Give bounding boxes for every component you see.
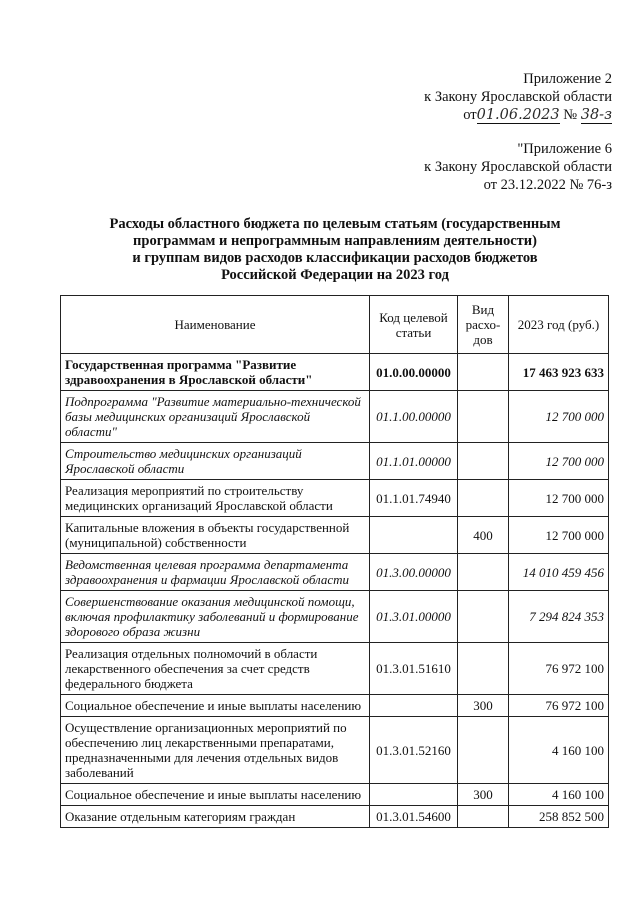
row-sum: 17 463 923 633	[509, 354, 609, 391]
table-row	[61, 517, 609, 554]
table-row	[61, 554, 609, 591]
row-sum: 12 700 000	[509, 480, 609, 517]
law-date-line	[424, 106, 612, 124]
row-code	[370, 784, 458, 806]
row-name: Реализация мероприятий по строительству медицинских организаций Ярославской области	[61, 480, 370, 517]
table-row	[61, 443, 609, 480]
law6-date: от 23.12.2022 № 76-з	[483, 177, 612, 193]
row-type: 300	[458, 695, 509, 717]
number-label: №	[563, 107, 578, 123]
row-code: 01.3.01.51610	[370, 643, 458, 695]
header-type: Вид расхо-дов	[458, 296, 509, 354]
title-line-4: Российской Федерации на 2023 год	[221, 267, 449, 283]
row-sum: 7 294 824 353	[509, 591, 609, 643]
table-body	[61, 354, 609, 828]
row-name: Капитальные вложения в объекты государственной (муниципальной) собственности	[61, 517, 370, 554]
from-label: от	[463, 107, 477, 123]
row-code: 01.1.01.74940	[370, 480, 458, 517]
row-sum: 76 972 100	[509, 643, 609, 695]
title-line-1: Расходы областного бюджета по целевым статьям (государственным	[109, 216, 561, 232]
header-sum: 2023 год (руб.)	[509, 296, 609, 354]
budget-table	[60, 295, 609, 828]
row-type	[458, 806, 509, 828]
row-code: 01.3.00.00000	[370, 554, 458, 591]
row-name: Подпрограмма "Развитие материально-технической базы медицинских организаций Ярославской области"	[61, 391, 370, 443]
row-code: 01.3.01.54600	[370, 806, 458, 828]
appendix-number: Приложение 2	[523, 71, 612, 87]
handwritten-date: 01.06.2023	[476, 107, 560, 123]
row-name: Ведомственная целевая программа департамента здравоохранения и фармации Ярославской области	[61, 554, 370, 591]
row-type	[458, 717, 509, 784]
row-type: 300	[458, 784, 509, 806]
row-name: Реализация отдельных полномочий в области лекарственного обеспечения за счет средств федерального бюджета	[61, 643, 370, 695]
row-type	[458, 480, 509, 517]
table-row	[61, 643, 609, 695]
row-name: Осуществление организационных мероприятий по обеспечению лиц лекарственными препаратами, предназначенными для лечения отдельных видов заболеваний	[61, 717, 370, 784]
row-sum: 12 700 000	[509, 517, 609, 554]
header-name: Наименование	[61, 296, 370, 354]
law6-reference: к Закону Ярославской области	[424, 159, 612, 175]
table-row	[61, 806, 609, 828]
title-line-2: программам и непрограммным направлениям деятельности)	[133, 233, 537, 249]
row-type: 400	[458, 517, 509, 554]
row-type	[458, 354, 509, 391]
table-row	[61, 717, 609, 784]
row-type	[458, 643, 509, 695]
row-type	[458, 443, 509, 480]
row-type	[458, 391, 509, 443]
table-row	[61, 591, 609, 643]
table-row	[61, 784, 609, 806]
table-row	[61, 480, 609, 517]
table-row	[61, 391, 609, 443]
row-sum: 4 160 100	[509, 717, 609, 784]
row-name: Совершенствование оказания медицинской помощи, включая профилактику заболеваний и формирование здорового образа жизни	[61, 591, 370, 643]
law-reference: к Закону Ярославской области	[424, 89, 612, 105]
table-row	[61, 354, 609, 391]
row-code: 01.3.01.52160	[370, 717, 458, 784]
row-sum: 4 160 100	[509, 784, 609, 806]
row-code: 01.3.01.00000	[370, 591, 458, 643]
row-code: 01.1.00.00000	[370, 391, 458, 443]
row-type	[458, 554, 509, 591]
row-name: Государственная программа "Развитие здравоохранения в Ярославской области"	[61, 354, 370, 391]
table-header-row	[61, 296, 609, 354]
row-name: Социальное обеспечение и иные выплаты населению	[61, 695, 370, 717]
handwritten-number: 38-з	[580, 107, 612, 123]
row-sum: 76 972 100	[509, 695, 609, 717]
row-sum: 12 700 000	[509, 443, 609, 480]
row-type	[458, 591, 509, 643]
document-header	[424, 70, 612, 194]
row-sum: 14 010 459 456	[509, 554, 609, 591]
row-sum: 258 852 500	[509, 806, 609, 828]
appendix6-number: "Приложение 6	[517, 141, 612, 157]
row-name: Оказание отдельным категориям граждан	[61, 806, 370, 828]
row-sum: 12 700 000	[509, 391, 609, 443]
header-code: Код целевой статьи	[370, 296, 458, 354]
row-code	[370, 517, 458, 554]
row-name: Строительство медицинских организаций Ярославской области	[61, 443, 370, 480]
row-code	[370, 695, 458, 717]
row-code: 01.0.00.00000	[370, 354, 458, 391]
title-line-3: и группам видов расходов классификации расходов бюджетов	[132, 250, 538, 266]
row-code: 01.1.01.00000	[370, 443, 458, 480]
table-row	[61, 695, 609, 717]
document-title	[60, 216, 610, 284]
row-name: Социальное обеспечение и иные выплаты населению	[61, 784, 370, 806]
